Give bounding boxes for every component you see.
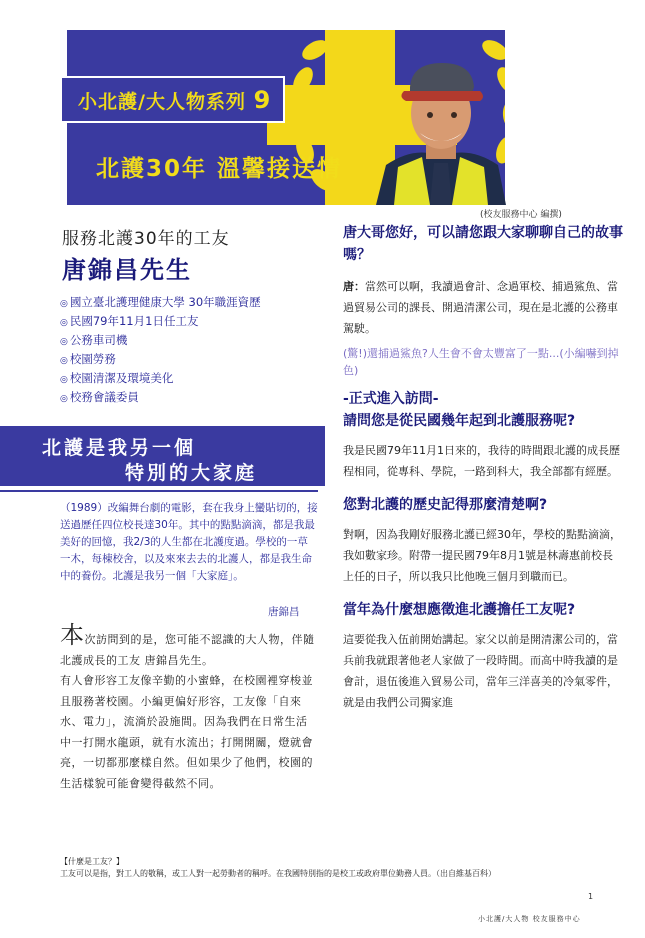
profile-item: ◎ 校務會議委員 [60, 388, 261, 407]
series-number: 9 [253, 86, 272, 114]
banner-headline: 北護30年 溫馨接送情 [96, 156, 343, 182]
answer-4: 這要從我入伍前開始講起。家父以前是開清潔公司的，當兵前我就跟著他老人家做了一段時間。而高中時我讀的是會計，退伍後進入貿易公司，當年三洋喜美的冷氣零件，就是由我們公司獨家進 [343, 633, 618, 709]
quote-signature: 唐錦昌 [268, 606, 300, 618]
question-1: 唐大哥您好，可以請您跟大家聊聊自己的故事嗎？ [343, 225, 623, 263]
question-2: 請問您是從民國幾年起到北護服務呢? [343, 413, 576, 429]
intro-article [60, 621, 318, 794]
profile-name: 唐錦昌先生 [62, 256, 192, 284]
answer-3: 對啊，因為我剛好服務北護已經30年，學校的點點滴滴，我如數家珍。附帶一提民國79年8月1號是林壽惠前校長上任的日子，所以我只比他晚三個月到職而已。 [343, 528, 621, 583]
portrait-photo [376, 45, 506, 205]
drop-cap: 本 [60, 621, 85, 649]
profile-subtitle: 服務北護30年的工友 [62, 229, 230, 249]
answer-1 [343, 276, 623, 339]
page-footer: 小北護/大人物 校友服務中心 [478, 915, 581, 923]
interview-column [343, 222, 623, 713]
profile-item: ◎ 民國79年11月1日任工友 [60, 312, 261, 331]
answer-1-text: 當然可以啊，我讀過會計、念過軍校、捕過鯊魚、當過貿易公司的課長、開過清潔公司，現在是北護的公務車駕駛。 [343, 280, 618, 335]
question-4: 當年為什麼想應徵進北護擔任工友呢? [343, 602, 576, 618]
footnote-title: 【什麼是工友？】 [60, 857, 124, 866]
quote-text: （1989）改編舞台劇的電影，套在我身上蠻貼切的，接送過歷任四位校長達30年。其中的點點滴滴，都是我最美好的回憶，我2/3的人生都在北護度過。學校的一草一木，每棟校舍，以及來來去去的北護人，都是我生命中的養份。北護是我另一個「大家庭」。 [60, 502, 318, 582]
series-title [78, 86, 271, 114]
page-number: 1 [588, 892, 594, 901]
answer-1-speaker: 唐： [343, 280, 365, 293]
profile-item: ◎ 校園清潔及環境美化 [60, 369, 261, 388]
section-title-line2: 特別的大家庭 [125, 462, 258, 484]
series-label: 小北護/大人物系列 [78, 91, 246, 113]
profile-item: ◎ 校園勞務 [60, 350, 261, 369]
profile-item: ◎ 公務車司機 [60, 331, 261, 350]
editor-aside: (驚!)還捕過鯊魚?人生會不會太豐富了一點...(小編嚇到掉色) [343, 347, 619, 377]
credit-line: (校友服務中心 編撰) [480, 210, 562, 220]
profile-item: ◎ 國立臺北護理健康大學 30年職涯資歷 [60, 293, 261, 312]
profile-list [60, 293, 261, 407]
section-title-line1: 北護是我另一個 [42, 437, 197, 459]
intro-paragraph-2: 有人會形容工友像辛勤的小蜜蜂，在校園裡穿梭並且服務著校園。小編更偏好形容，工友像「自來水、電力」，流淌於設施間。因為我們在日常生活中一打開水龍頭，就有水流出；打開開關，燈就會亮，一切都那麼樣自然。但如果少了他們，校園的生活樣貌可能會變得截然不同。 [60, 674, 313, 790]
intro-paragraph-1 [60, 621, 318, 671]
footnote [60, 856, 600, 880]
question-3: 您對北護的歷史記得那麼清楚啊? [343, 497, 548, 513]
intro-text-1: 次訪問到的是，您可能不認識的大人物，伴隨北護成長的工友 唐錦昌先生。 [60, 633, 315, 667]
section-divider [0, 490, 318, 492]
interview-start-label: -正式進入訪問- [343, 391, 439, 407]
footnote-text: 工友可以是指，對工人的敬稱，或工人對一起勞動者的稱呼。在我國特別指的是校工或政府單位勤務人員。（出自維基百科） [60, 869, 496, 878]
answer-2: 我是民國79年11月1日來的，我待的時間跟北護的成長歷程相同，從專科、學院，一路到科大，我全部都有經歷。 [343, 444, 620, 478]
